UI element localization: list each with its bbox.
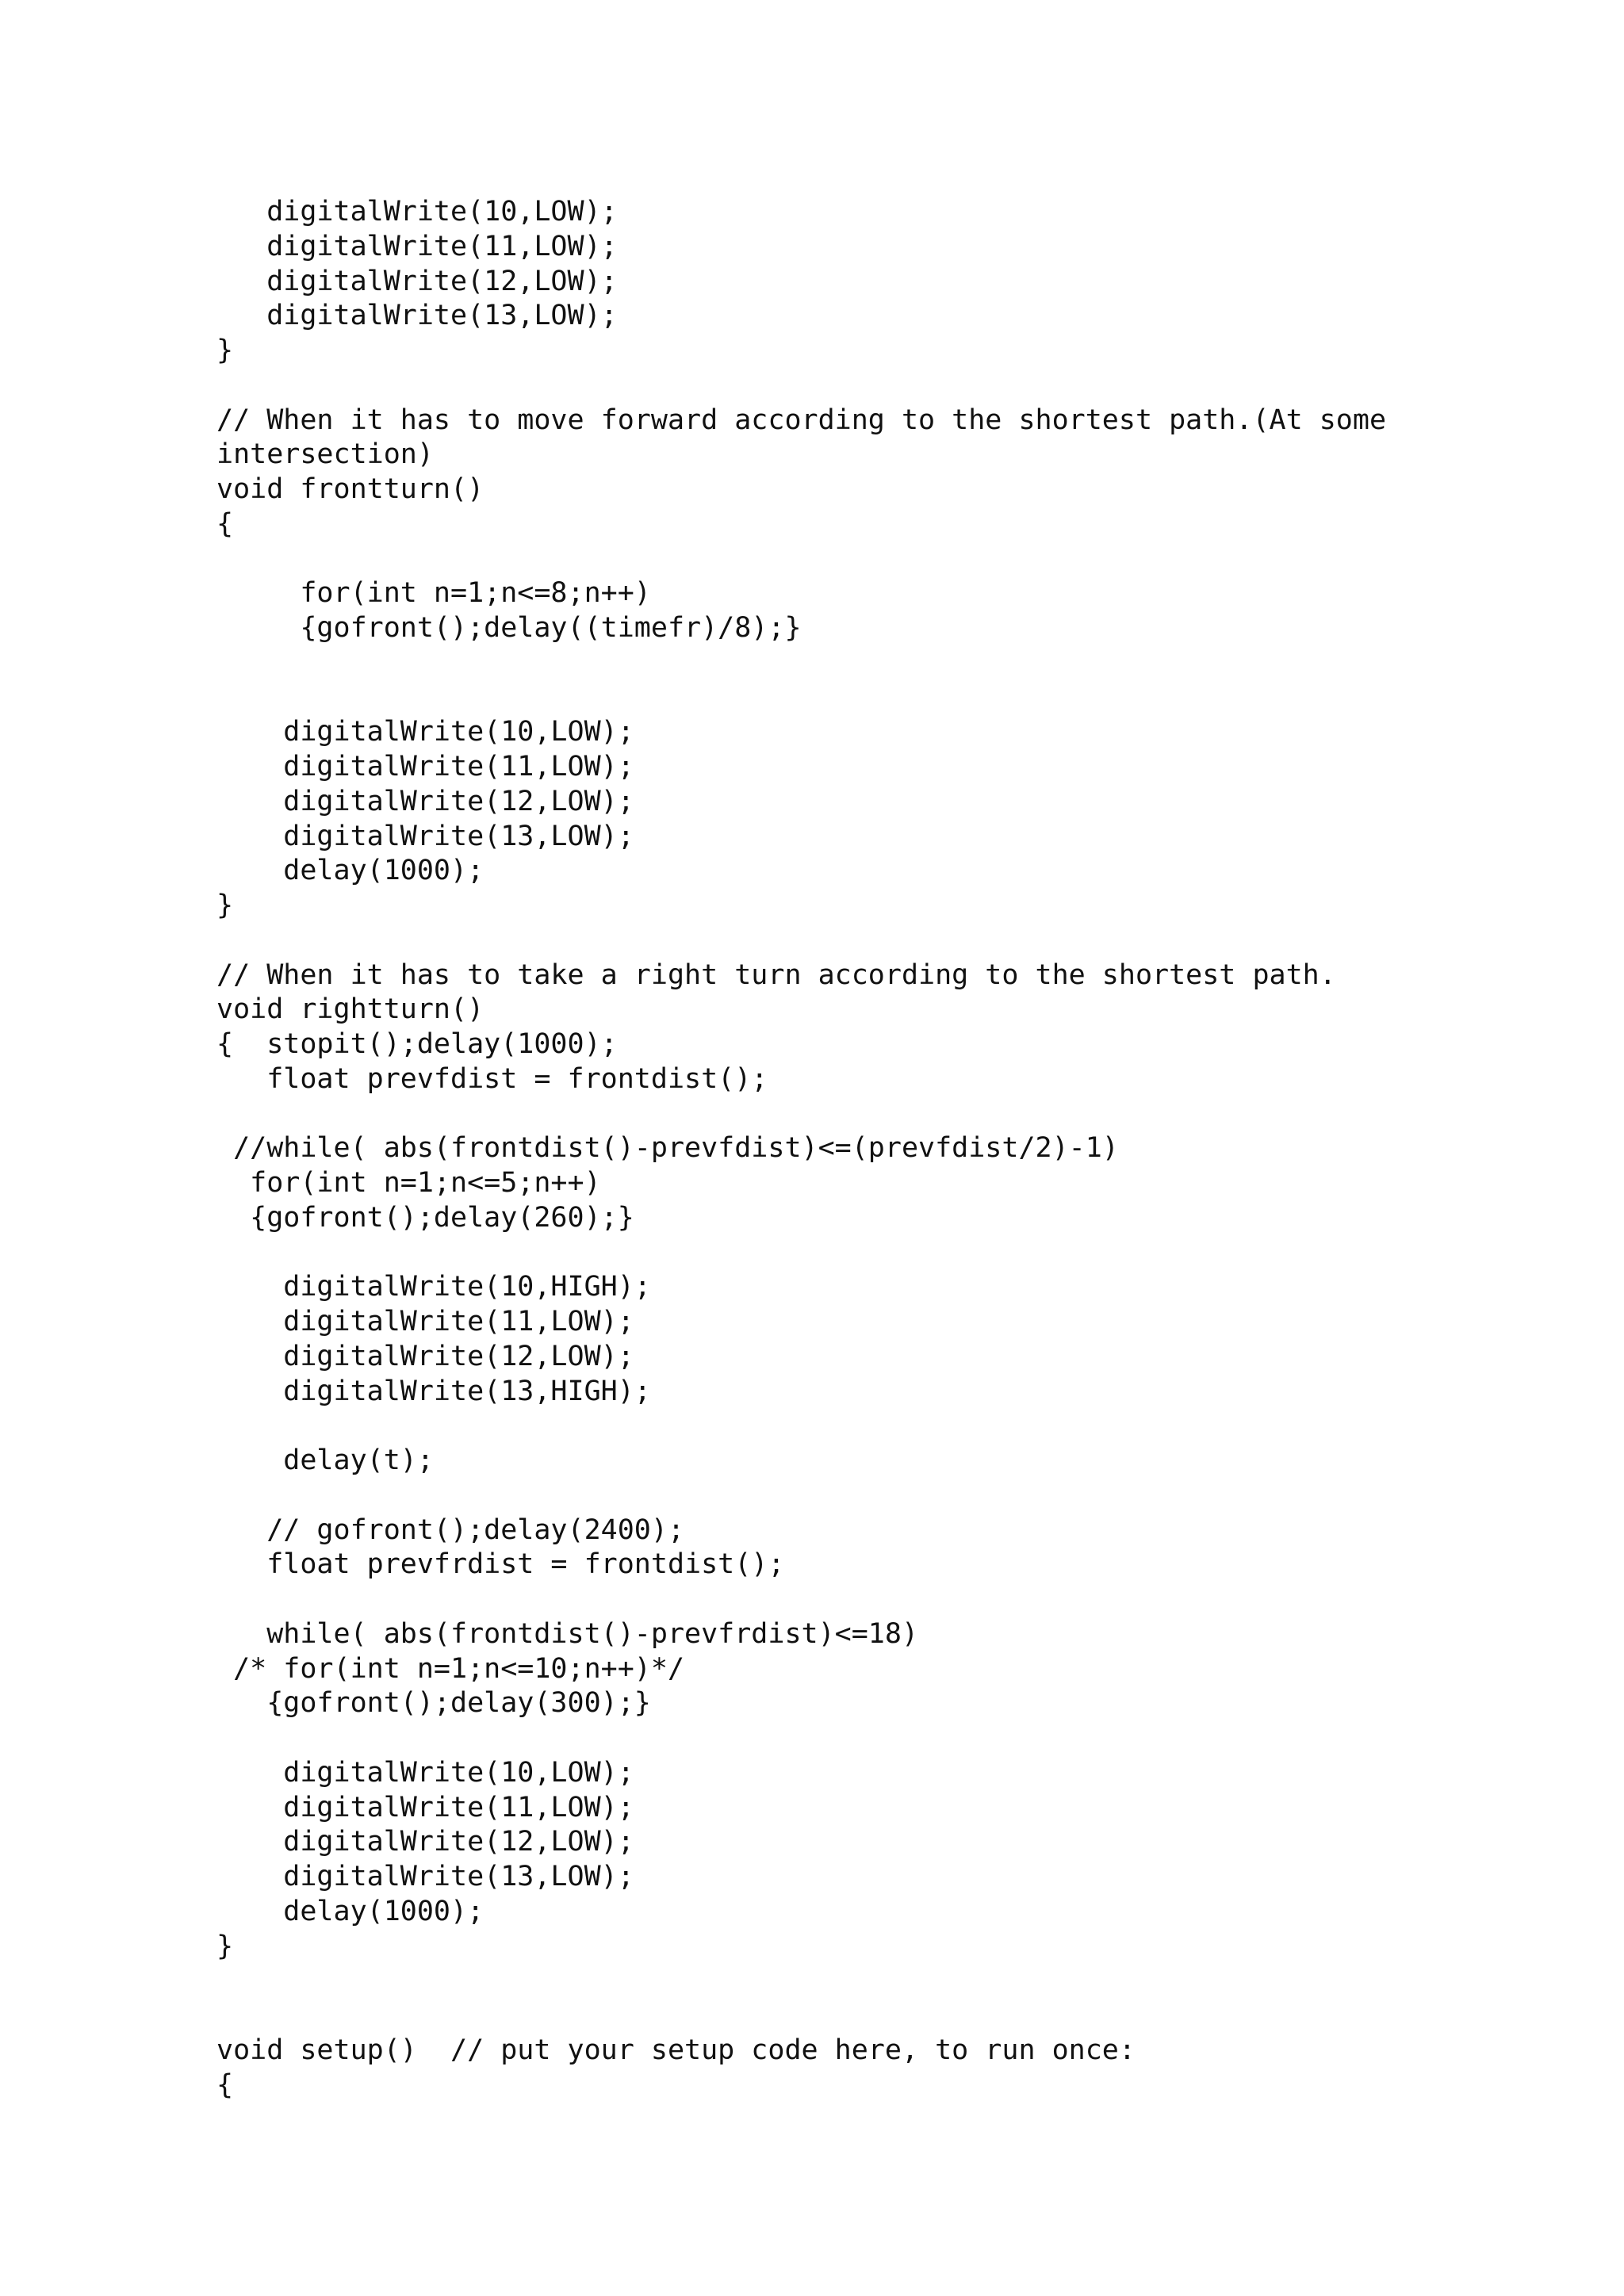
code-line: while( abs(frontdist()-prevfrdist)<=18) xyxy=(216,1617,919,1650)
code-line: digitalWrite(11,LOW); xyxy=(216,1306,634,1337)
code-line xyxy=(216,369,1386,404)
code-line xyxy=(216,1964,1386,1999)
code-line: {gofront();delay((timefr)/8);} xyxy=(216,612,802,644)
code-line: digitalWrite(10,HIGH); xyxy=(216,1271,651,1303)
code-line xyxy=(216,1999,1386,2034)
code-line: for(int n=1;n<=5;n++) xyxy=(216,1167,601,1199)
code-line xyxy=(216,681,1386,716)
code-line: { stopit();delay(1000); xyxy=(216,1028,618,1060)
code-line: digitalWrite(13,HIGH); xyxy=(216,1375,651,1407)
code-line: digitalWrite(13,LOW); xyxy=(216,820,634,852)
code-line: } xyxy=(216,1930,234,1962)
code-line: digitalWrite(12,LOW); xyxy=(216,1826,634,1858)
code-line: delay(1000); xyxy=(216,855,485,887)
code-line: intersection) xyxy=(216,438,434,471)
code-line: {gofront();delay(300);} xyxy=(216,1687,651,1720)
code-line: // When it has to move forward according to the shortest path.(At some xyxy=(216,404,1387,436)
code-line: { xyxy=(216,507,234,540)
code-line: delay(t); xyxy=(216,1445,434,1476)
code-line: digitalWrite(13,LOW); xyxy=(216,1861,634,1892)
code-line: } xyxy=(216,890,234,921)
code-block xyxy=(216,195,1386,2103)
code-line xyxy=(216,646,1386,681)
code-line: //while( abs(frontdist()-prevfdist)<=(prevfdist/2)-1) xyxy=(216,1132,1119,1165)
code-line: { xyxy=(216,2068,234,2101)
code-line: digitalWrite(10,LOW); xyxy=(216,196,618,228)
code-line: digitalWrite(12,LOW); xyxy=(216,785,634,817)
code-line: for(int n=1;n<=8;n++) xyxy=(216,577,651,610)
code-line: digitalWrite(10,LOW); xyxy=(216,1756,634,1789)
code-line: // When it has to take a right turn according to the shortest path. xyxy=(216,959,1336,991)
code-line xyxy=(216,1479,1386,1513)
code-line xyxy=(216,1236,1386,1271)
code-line: digitalWrite(11,LOW); xyxy=(216,751,634,783)
code-line xyxy=(216,1582,1386,1617)
code-line: digitalWrite(12,LOW); xyxy=(216,1340,634,1372)
code-line: } xyxy=(216,335,234,366)
code-line: digitalWrite(10,LOW); xyxy=(216,716,634,748)
code-line: // gofront();delay(2400); xyxy=(216,1513,685,1546)
code-line: float prevfdist = frontdist(); xyxy=(216,1062,768,1095)
code-line: {gofront();delay(260);} xyxy=(216,1201,634,1234)
code-line: float prevfrdist = frontdist(); xyxy=(216,1548,785,1581)
code-line: digitalWrite(11,LOW); xyxy=(216,230,618,262)
code-line xyxy=(216,1721,1386,1756)
code-line xyxy=(216,924,1386,959)
code-line xyxy=(216,1409,1386,1444)
code-line: void setup() // put your setup code here, to run once: xyxy=(216,2034,1136,2066)
code-line xyxy=(216,542,1386,577)
code-line: /* for(int n=1;n<=10;n++)*/ xyxy=(216,1652,685,1685)
code-line: digitalWrite(12,LOW); xyxy=(216,265,618,297)
code-line: void frontturn() xyxy=(216,473,485,505)
code-line xyxy=(216,1097,1386,1132)
code-line: delay(1000); xyxy=(216,1895,485,1927)
code-line: void rightturn() xyxy=(216,993,485,1026)
code-line: digitalWrite(13,LOW); xyxy=(216,300,618,332)
code-line: digitalWrite(11,LOW); xyxy=(216,1791,634,1823)
